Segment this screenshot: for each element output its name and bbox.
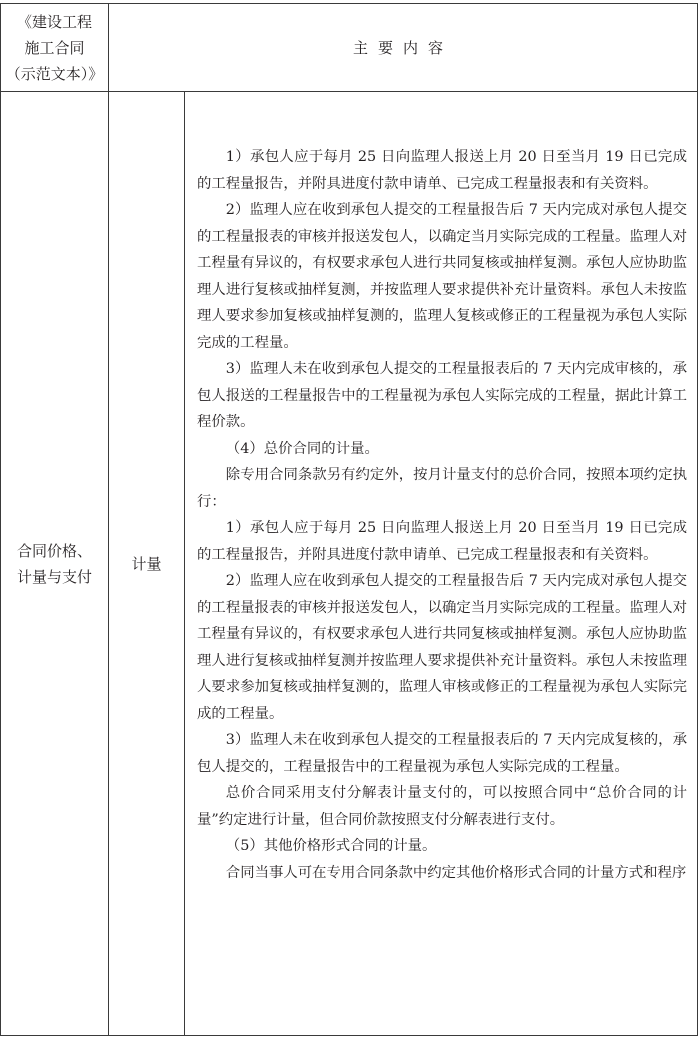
header-source-line-3: （示范文本）》 [5, 64, 104, 83]
paragraph: 除专用合同条款另有约定外，按月计量支付的总价合同，按照本项约定执行： [197, 467, 688, 510]
paragraph: 总价合同采用支付分解表计量支付的，可以按照合同中“总价合同的计量”约定进行计量，但合同价款按照支付分解表进行支付。 [197, 785, 688, 828]
category-line-1: 合同价格、 [16, 541, 92, 560]
paragraph: 合同当事人可在专用合同条款中约定其他价格形式合同的计量方式和程序 [225, 864, 687, 881]
paragraph: 3）监理人未在收到承包人提交的工程量报表后的 7 天内完成复核的，承包人提交的，工程量报告中的工程量视为承包人实际完成的工程量。 [197, 732, 688, 775]
paragraph: 1）承包人应于每月 25 日向监理人报送上月 20 日至当月 19 日已完成的工程量报告，并附具进度付款申请单、已完成工程量报表和有关资料。 [197, 520, 688, 563]
paragraph: 1）承包人应于每月 25 日向监理人报送上月 20 日至当月 19 日已完成的工程量报告，并附具进度付款申请单、已完成工程量报表和有关资料。 [197, 149, 688, 192]
header-source-cell [1, 4, 109, 92]
header-main-title: 主要内容 [353, 39, 454, 57]
content-cell [185, 92, 698, 1036]
header-source-line-2: 施工合同 [24, 38, 85, 57]
paragraph: 2）监理人应在收到承包人提交的工程量报告后 7 天内完成对承包人提交的工程量报表的审核并报送发包人，以确定当月实际完成的工程量。监理人对工程量有异议的，有权要求承包人进行共同复核或抽样复测。承包人应协助监理人进行复核或抽样复测，并按监理人要求提供补充计量资料。承包人未按监理人要求参加复核或抽样复测的，监理人复核或修正的工程量视为承包人实际完成的工程量。 [197, 202, 688, 351]
paragraph: （5）其他价格形式合同的计量。 [225, 838, 437, 854]
category-line-2: 计量与支付 [16, 567, 92, 586]
header-row [1, 4, 698, 92]
paragraph: （4）总价合同的计量。 [225, 440, 379, 457]
content-row [1, 92, 698, 1036]
header-source-line-1: 《建设工程 [16, 12, 92, 31]
category-cell [1, 92, 109, 1036]
subcategory-cell [109, 92, 185, 1036]
header-main-cell [109, 4, 698, 92]
paragraph: 2）监理人应在收到承包人提交的工程量报告后 7 天内完成对承包人提交的工程量报表的审核并报送发包人，以确定当月实际完成的工程量。监理人对工程量有异议的，有权要求承包人进行共同复核或抽样复测。承包人应协助监理人进行复核或抽样复测并按监理人要求提供补充计量资料。承包人未按监理人要求参加复核或抽样复测的，监理人审核或修正的工程量视为承包人实际完成的工程量。 [197, 573, 688, 722]
subcategory-label: 计量 [131, 555, 162, 573]
paragraph: 3）监理人未在收到承包人提交的工程量报表后的 7 天内完成审核的，承包人报送的工程量报告中的工程量视为承包人实际完成的工程量，据此计算工程价款。 [197, 361, 688, 430]
contract-table [0, 3, 698, 1036]
